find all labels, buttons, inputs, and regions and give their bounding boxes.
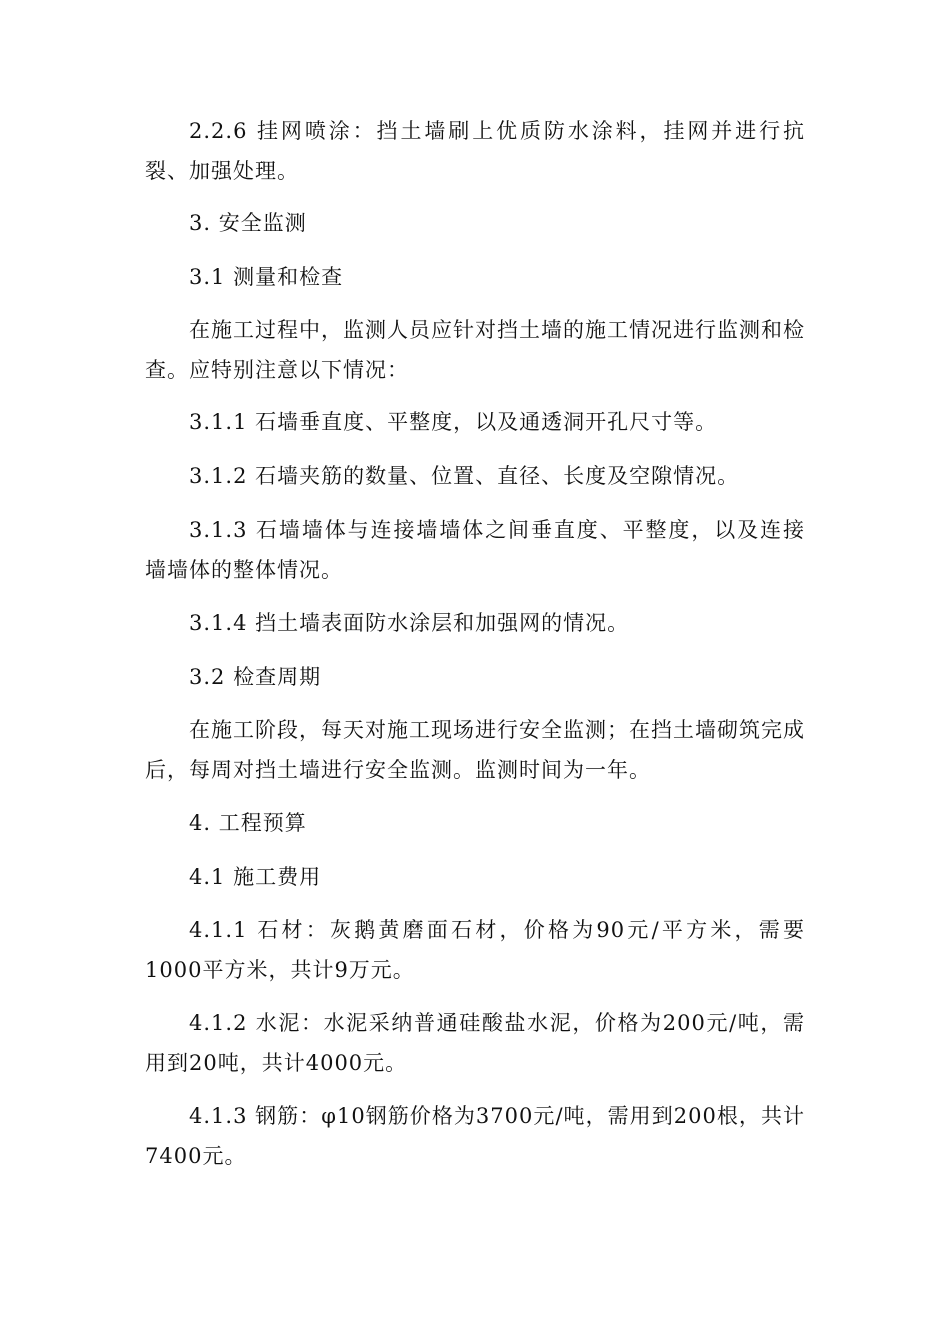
paragraph-4-1-3-rebar: 4.1.3 钢筋：φ10钢筋价格为3700元/吨，需用到200根，共计7400元。: [145, 1104, 805, 1168]
paragraph-monitoring-intro: 在施工过程中，监测人员应针对挡土墙的施工情况进行监测和检查。应特别注意以下情况：: [145, 318, 805, 382]
heading-3-2-inspection-cycle: 3.2 检查周期: [189, 665, 322, 689]
heading-4-budget: 4. 工程预算: [189, 811, 307, 835]
paragraph-3-1-3: 3.1.3 石墙墙体与连接墙墙体之间垂直度、平整度，以及连接墙墙体的整体情况。: [145, 518, 805, 582]
heading-3-safety-monitoring: 3. 安全监测: [189, 211, 307, 235]
paragraph-3-1-4: 3.1.4 挡土墙表面防水涂层和加强网的情况。: [189, 611, 630, 635]
heading-3-1-measurement: 3.1 测量和检查: [189, 265, 344, 289]
paragraph-3-1-1: 3.1.1 石墙垂直度、平整度，以及通透洞开孔尺寸等。: [189, 410, 718, 434]
paragraph-2-2-6: 2.2.6 挂网喷涂：挡土墙刷上优质防水涂料，挂网并进行抗裂、加强处理。: [145, 119, 805, 183]
paragraph-4-1-1-stone: 4.1.1 石材：灰鹅黄磨面石材，价格为90元/平方米，需要1000平方米，共计9万元。: [145, 918, 805, 982]
heading-4-1-construction-cost: 4.1 施工费用: [189, 865, 322, 889]
paragraph-3-1-2: 3.1.2 石墙夹筋的数量、位置、直径、长度及空隙情况。: [189, 464, 740, 488]
paragraph-inspection-cycle: 在施工阶段，每天对施工现场进行安全监测；在挡土墙砌筑完成后，每周对挡土墙进行安全监测。监测时间为一年。: [145, 718, 805, 782]
paragraph-4-1-2-cement: 4.1.2 水泥：水泥采纳普通硅酸盐水泥，价格为200元/吨，需用到20吨，共计4000元。: [145, 1011, 805, 1075]
